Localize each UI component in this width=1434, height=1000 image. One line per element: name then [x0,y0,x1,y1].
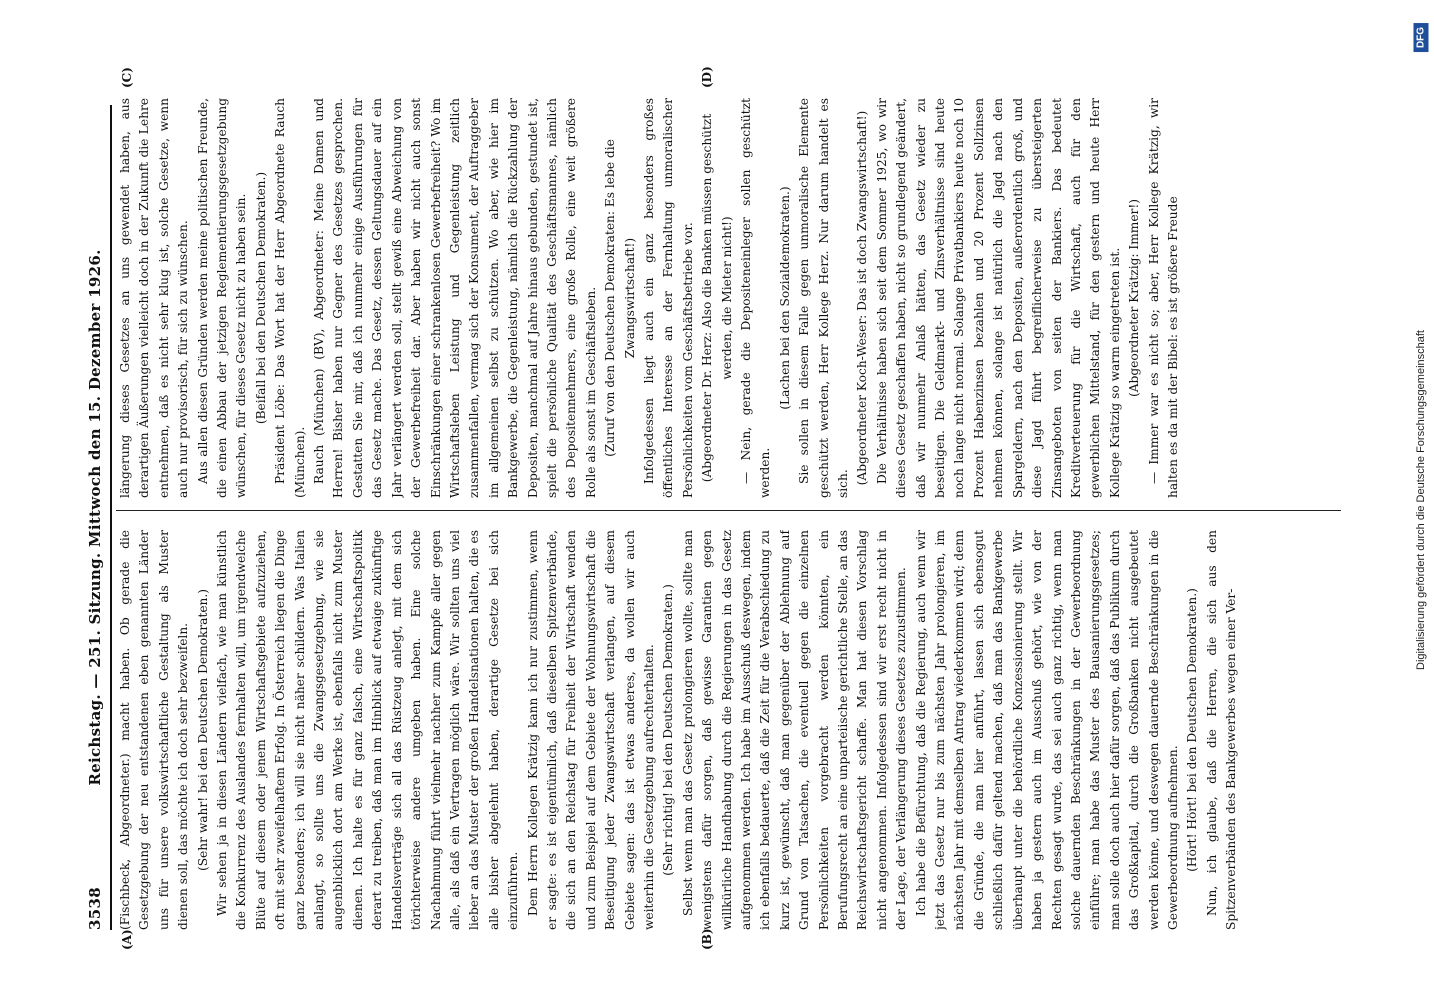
column-divider [116,510,1341,511]
speaker-paragraph: Präsident Löbe: Das Wort hat der Herr Abgeordnete Rauch (München). [273,98,307,498]
page-title: Reichstag. — 251. Sitzung. Mittwoch den 15. Dezember 1926. [86,249,104,786]
paragraph: Dem Herrn Kollegen Krätzig kann ich nur zustimmen, wenn er sagte: es ist eigentümlich, daß dieselben Spitzenverbände, die sich an den Reichstag für Freiheit der Wirtschaft wenden und zum Beispiel auf dem Gebiete der Wohnungswirtschaft die Beseitigung jeder Zwangswirtschaft verlangen, auf diesem Gebiete sagen: das ist etwas anderes, da wollen wir auch weiterhin die Gesetzgebung aufrechterhalten. [525,530,656,930]
interjection: (Zuruf von den Deutschen Demokraten: Es lebe die Zwangswirtschaft!) [603,139,637,457]
paragraph: längerung dieses Gesetzes an uns gewendet haben, aus derartigen Äußerungen vielleicht doch in der Zukunft die Lehre entnehmen, daß es nicht sehr klug ist, solche Gesetze, wenn auch nur provisorisch, für sich zu wünschen. [118,98,191,498]
paragraph: Die Verhältnisse haben sich seit dem Sommer 1925, wo wir dieses Gesetz geschaffen haben, nicht so grundlegend geändert, daß wir nunmehr Anlaß hätten, das Gesetz wieder zu beseitigen. Die Geldmarkt- und Zinsverhältnisse sind heute noch lange nicht normal. Solange Privatbankiers heute noch 10 Prozent Habenzinsen bezahlen und 20 Prozent Sollzinsen nehmen können, solange ist natürlich die Jagd nach den Spargeldern, nach den Depositen, außerordentlich groß, und diese Jagd führt begreiflicherweise zu übersteigerten Zinsangeboten von seiten der Bankiers. Das bedeutet Kreditverteuerung für die Wirtschaft, auch für den gewerblichen Mittelstand, für den gestern und heute Herr Kollege Krätzig so warm eingetreten ist. [874,98,1122,498]
page-number: 3538 [86,887,104,930]
dfg-logo: DFG [1414,23,1429,52]
left-column [116,530,1341,930]
speaker-paragraph: Rauch (München) (BV), Abgeordneter: Meine Damen und Herren! Bisher haben nur Gegner des Gesetzes gesprochen. Gestatten Sie mir, daß ich nunmehr einige Ausführungen für das Gesetz mache. Das Gesetz, dessen Geltungsdauer auf ein Jahr verlängert werden soll, stellt gewiß eine Abweichung von der Gewerbefreiheit dar. Aber haben wir nicht auch sonst Einschränkungen einer schrankenlosen Gewerbefreiheit? Wo im Wirtschaftsleben Leistung und Gegenleistung zeitlich zusammenfallen, vermag sich der Konsument, der Auftraggeber im allgemeinen selbst zu schützen. Wo aber, wie hier im Bankgewerbe, die Gegenleistung, nämlich die Rückzahlung der Depositen, manchmal auf Jahre hinaus gebunden, gestundet ist, spielt die persönliche Qualität des Geschäftsmannes, nämlich des Depositennehmers, eine große Rolle, eine weit größere Rolle als sonst im Geschäftsleben. [312,98,598,498]
paragraph: — Immer war es nicht so; aber, Herr Kollege Krätzig, wir halten es da mit der Bibel: es ist größere Freude [1146,98,1180,498]
interjection: (Beifall bei den Deutschen Demokraten.) [253,171,268,425]
paragraph: Aus allen diesen Gründen werden meine politischen Freunde, die einen Abbau der jetzigen Reglementierungsgesetzgebung wünschen, für dieses Gesetz nicht zu haben sein. [195,98,249,498]
paragraph: Selbst wenn man das Gesetz prolongieren wollte, sollte man wenigstens dafür sorgen, daß gewisse Garantien gegen willkürliche Handhabung durch die Regierungen in das Gesetz aufgenommen werden. Ich habe im Ausschuß deswegen, indem ich ebenfalls bedauerte, daß die Zeit für die Verabschiedung zu kurz ist, gewünscht, daß man gegenüber der Ablehnung auf Grund von Tatsachen, die eventuell gegen die einzelnen Persönlichkeiten vorgebracht werden könnten, ein Berufungsrecht an eine unparteiische gerichtliche Stelle, an das Reichswirtschaftsgericht schaffe. Man hat diesen Vorschlag nicht angenommen. Infolgedessen sind wir erst recht nicht in der Lage, der Verlängerung dieses Gesetzes zuzustimmen. [680,530,909,930]
margin-marker-c: (C) [120,67,134,88]
paragraph: Sie sollen in diesem Falle gegen unmoralische Elemente geschützt werden, Herr Kollege Herz. Nur darum handelt es sich. [797,98,851,498]
interjection: (Lachen bei den Sozialdemokraten.) [777,186,792,410]
paragraph: — Nein, gerade die Depositeneinleger sollen geschützt werden. [739,98,773,498]
credit-text: Digitalisierung gefördert durch die Deutsche Forschungsgemeinschaft [1415,330,1427,670]
interjection: (Abgeordneter Koch-Weser: Das ist doch Zwangswirtschaft!) [855,110,870,486]
paragraph: Wir sehen ja in diesen Ländern vielfach, wie man künstlich die Konkurrenz des Auslandes fernhalten will, um irgendwelche Blüte auf diesem oder jenem Wirtschaftsgebiete aufzuziehen, oft mit sehr zweifelhaftem Erfolg. In Österreich liegen die Dinge ganz besonders; ich will sie nicht näher schildern. Was Italien anlangt, so sollte uns die Zwangsgesetzgebung, wie sie augenblicklich dort am Werke ist, ebenfalls nicht zum Muster dienen. Ich halte es für ganz falsch, eine Wirtschaftspolitik derart zu treiben, daß man im Hinblick auf etwaige zukünftige Handelsverträge sich all das Rüstzeug anlegt, mit dem sich törichterweise andere umgeben haben. Eine solche Nachahmung führt vielmehr nachher zum Kampfe aller gegen alle, als daß ein Vertragen möglich wäre. Wir sollten uns viel lieber an das Muster der großen Handelsnationen halten, die es alle bisher abgelehnt haben, derartige Gesetze bei sich einzuführen. [215,530,521,930]
paragraph: (Fischbeck, Abgeordneter.) macht haben. Ob gerade die Gesetzgebung der neu entstandenen eben genannten Länder uns für unsere volkswirtschaftliche Gestaltung als Muster dienen soll, das möchte ich doch sehr bezweifeln. [118,530,191,930]
interjection: (Sehr richtig! bei den Deutschen Demokraten.) [661,584,676,876]
page-header [82,105,112,930]
paragraph: Nun, ich glaube, daß die Herren, die sich aus den Spitzenverbänden des Bankgewerbes wegen einer Ver- [1204,530,1239,930]
interjection: (Abgeordneter Krätzig: Immer!) [1127,198,1142,398]
margin-marker-a: (A) [120,929,134,950]
interjection: (Abgeordneter Dr. Herz: Also die Banken müssen geschützt werden, die Mieter nicht!) [700,113,734,483]
interjection: (Hört! Hört! bei den Deutschen Demokraten.) [1185,588,1200,872]
interjection: (Sehr wahr! bei den Deutschen Demokraten.) [195,588,210,872]
paragraph: Ich habe die Befürchtung, daß die Regierung, auch wenn wir jetzt das Gesetz nur bis zum nächsten Jahr prolongieren, im nächsten Jahr mit demselben Antrag wiederkommen wird; denn die Gründe, die man hier anführt, lassen sich ebensogut schließlich dafür geltend machen, daß man das Bankgewerbe überhaupt unter die behördliche Konzessionierung stellt. Wir haben ja gestern auch im Ausschuß gehört, wie von der Rechten gesagt wurde, das sei auch ganz richtig, wenn man solche dauernden Beschränkungen in der Gewerbeordnung einführe; man habe das Muster des Bausanierungsgesetzes; man solle doch auch hier dafür sorgen, daß das Publikum durch das Großkapital, durch die Großbanken nicht ausgebeutet werden könne, und deswegen dauernde Beschränkungen in die Gewerbeordnung aufnehmen. [913,530,1180,930]
margin-marker-b: (B) [700,928,714,950]
paragraph: Infolgedessen liegt auch ein ganz besonders großes öffentliches Interesse an der Fernhaltung unmoralischer Persönlichkeiten vom Geschäftsbetriebe vor. [641,98,695,498]
digitization-credit [1412,20,1430,980]
right-column [116,98,1341,498]
margin-marker-d: (D) [700,66,714,88]
